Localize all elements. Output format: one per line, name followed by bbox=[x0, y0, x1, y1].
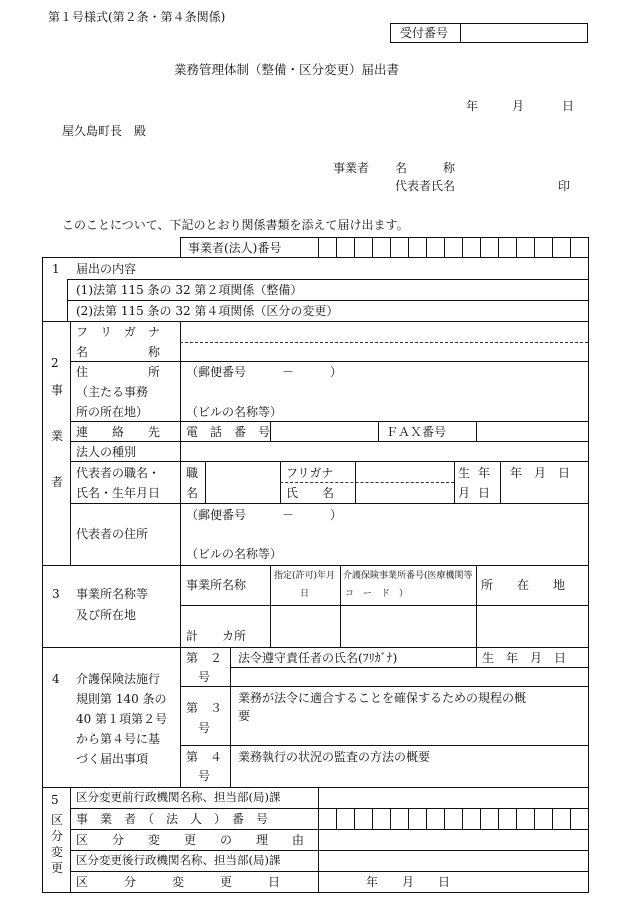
sec1-title: 届出の内容 bbox=[76, 262, 137, 276]
sec4-no2-a: 第 ２ bbox=[186, 651, 223, 665]
sec3-label-2: 及び所在地 bbox=[76, 608, 137, 622]
birth-date-field[interactable]: 年 月 日 bbox=[510, 466, 571, 480]
page-title: 業務管理体制（整備・区分変更）届出書 bbox=[174, 62, 400, 77]
regulation-summary-label: 業務が法令に適合することを確保するための規程の概 bbox=[238, 691, 527, 705]
designated-date-header-2: 日 bbox=[300, 589, 310, 599]
rep-postal-code-field[interactable]: （郵便番号 － ） bbox=[186, 508, 343, 522]
date-month: 月 bbox=[512, 99, 525, 113]
corp-type-label: 法人の種別 bbox=[76, 445, 137, 459]
representative-label: 代表者氏名 bbox=[395, 179, 456, 193]
sec4-label-1: 介護保険法施行 bbox=[76, 672, 161, 686]
office-name-header: 事業所名称 bbox=[186, 578, 247, 592]
seal-mark: 印 bbox=[558, 179, 571, 193]
care-number-header-2: コ ー ド ） bbox=[345, 589, 409, 599]
sec4-label-3: 40 第１項第２号 bbox=[76, 712, 168, 726]
receipt-number-field[interactable] bbox=[464, 26, 584, 40]
audit-method-label: 業務執行の状況の監査の方法の概要 bbox=[238, 750, 431, 764]
birth-hi: 日 bbox=[478, 486, 491, 500]
contact-label: 連 絡 先 bbox=[76, 425, 161, 439]
sec3-number: 3 bbox=[52, 587, 60, 601]
change-date-field[interactable]: 年 月 日 bbox=[366, 875, 451, 889]
sec5-corp-number-label: 事 業 者 （ 法 人 ） 番 号 bbox=[76, 812, 269, 826]
sec4-no4-a: 第 ４ bbox=[186, 750, 223, 764]
rep-label-2: 氏名・生年月日 bbox=[76, 486, 161, 500]
receipt-number-label: 受付番号 bbox=[400, 26, 449, 40]
rep-building-name-field[interactable]: （ビルの名称等） bbox=[186, 547, 283, 561]
sec4-no3-b: 号 bbox=[198, 721, 211, 735]
birth-sei: 生 bbox=[458, 466, 471, 480]
sec5-number: 5 bbox=[51, 793, 59, 807]
form-number: 第１号様式(第２条・第４条関係) bbox=[48, 10, 226, 24]
care-number-header: 介護保険事業所番号(医療機関等 bbox=[343, 571, 473, 581]
furigana-label: フ リ ガ ナ bbox=[76, 325, 161, 339]
sec5-side-2: 分 bbox=[51, 829, 64, 843]
postal-code-field[interactable]: （郵便番号 － ） bbox=[186, 365, 343, 379]
sec5-side-1: 区 bbox=[51, 813, 64, 827]
prior-agency-label: 区分変更前行政機関名称、担当部(局)課 bbox=[76, 790, 281, 804]
sec2-side-1: 事 bbox=[51, 383, 64, 397]
address-label-2: （主たる事務 bbox=[76, 385, 149, 399]
name-label: 名 称 bbox=[76, 345, 161, 359]
rep-address-label: 代表者の住所 bbox=[76, 527, 149, 541]
sec2-number: 2 bbox=[51, 356, 59, 370]
regulation-summary-label-2: 要 bbox=[238, 709, 251, 723]
sec4-label-5: づく届出事項 bbox=[76, 752, 149, 766]
applicant-name-label: 名 称 bbox=[395, 161, 456, 175]
change-reason-label: 区 分 変 更 の 理 由 bbox=[76, 833, 305, 847]
sec2-side-3: 者 bbox=[51, 475, 64, 489]
sec5-side-4: 更 bbox=[51, 861, 64, 875]
birth-gatsu: 月 bbox=[458, 486, 471, 500]
addressee: 屋久島町長 殿 bbox=[62, 124, 147, 138]
sec3-label-1: 事業所名称等 bbox=[76, 587, 149, 601]
sec5-side-3: 変 bbox=[51, 845, 64, 859]
corp-number-label: 事業者(法人)番号 bbox=[188, 241, 282, 255]
fax-label: ＦＡＸ番号 bbox=[386, 425, 447, 439]
compliance-officer-label: 法令遵守責任者の氏名(ﾌﾘｶﾞﾅ) bbox=[238, 651, 398, 665]
sec4-no2-b: 号 bbox=[198, 670, 211, 684]
date-day: 日 bbox=[562, 99, 575, 113]
compliance-officer-birth-label: 生 年 月 日 bbox=[482, 651, 567, 665]
sec4-number: 4 bbox=[52, 672, 60, 686]
applicant-label: 事業者 bbox=[333, 161, 370, 175]
address-label: 住 所 bbox=[76, 365, 161, 379]
sec4-no3-a: 第 ３ bbox=[186, 701, 223, 715]
location-header: 所 在 地 bbox=[481, 578, 566, 592]
birth-nen: 年 bbox=[478, 466, 491, 480]
sec1-number: 1 bbox=[52, 262, 60, 276]
rep-title-mei: 名 bbox=[186, 486, 199, 500]
building-name-field[interactable]: （ビルの名称等） bbox=[186, 405, 283, 419]
change-date-label: 区 分 変 更 日 bbox=[76, 875, 281, 889]
sec4-label-4: から第４号に基 bbox=[76, 732, 161, 746]
designated-date-header: 指定(許可)年月 bbox=[274, 571, 336, 581]
office-total-label: 計 カ所 bbox=[186, 629, 247, 643]
address-label-3: 所の所在地） bbox=[76, 405, 149, 419]
rep-name-label: 氏 名 bbox=[286, 486, 335, 500]
intro-text: このことについて、下記のとおり関係書類を添えて届け出ます。 bbox=[62, 218, 409, 232]
rep-title-shoku: 職 bbox=[186, 466, 199, 480]
date-year: 年 bbox=[466, 99, 479, 113]
sec1-item-maintenance[interactable]: (1)法第 115 条の 32 第２項関係（整備） bbox=[76, 283, 303, 297]
tel-label: 電 話 番 号 bbox=[186, 425, 271, 439]
sec2-side-2: 業 bbox=[51, 429, 64, 443]
rep-label-1: 代表者の職名・ bbox=[76, 466, 161, 480]
new-agency-label: 区分変更後行政機関名称、担当部(局)課 bbox=[76, 853, 281, 867]
sec1-item-category-change[interactable]: (2)法第 115 条の 32 第４項関係（区分の変更） bbox=[76, 304, 339, 318]
rep-furigana-label: フリガナ bbox=[286, 466, 334, 480]
sec4-label-2: 規則第 140 条の bbox=[76, 692, 167, 706]
sec4-no4-b: 号 bbox=[198, 769, 211, 783]
